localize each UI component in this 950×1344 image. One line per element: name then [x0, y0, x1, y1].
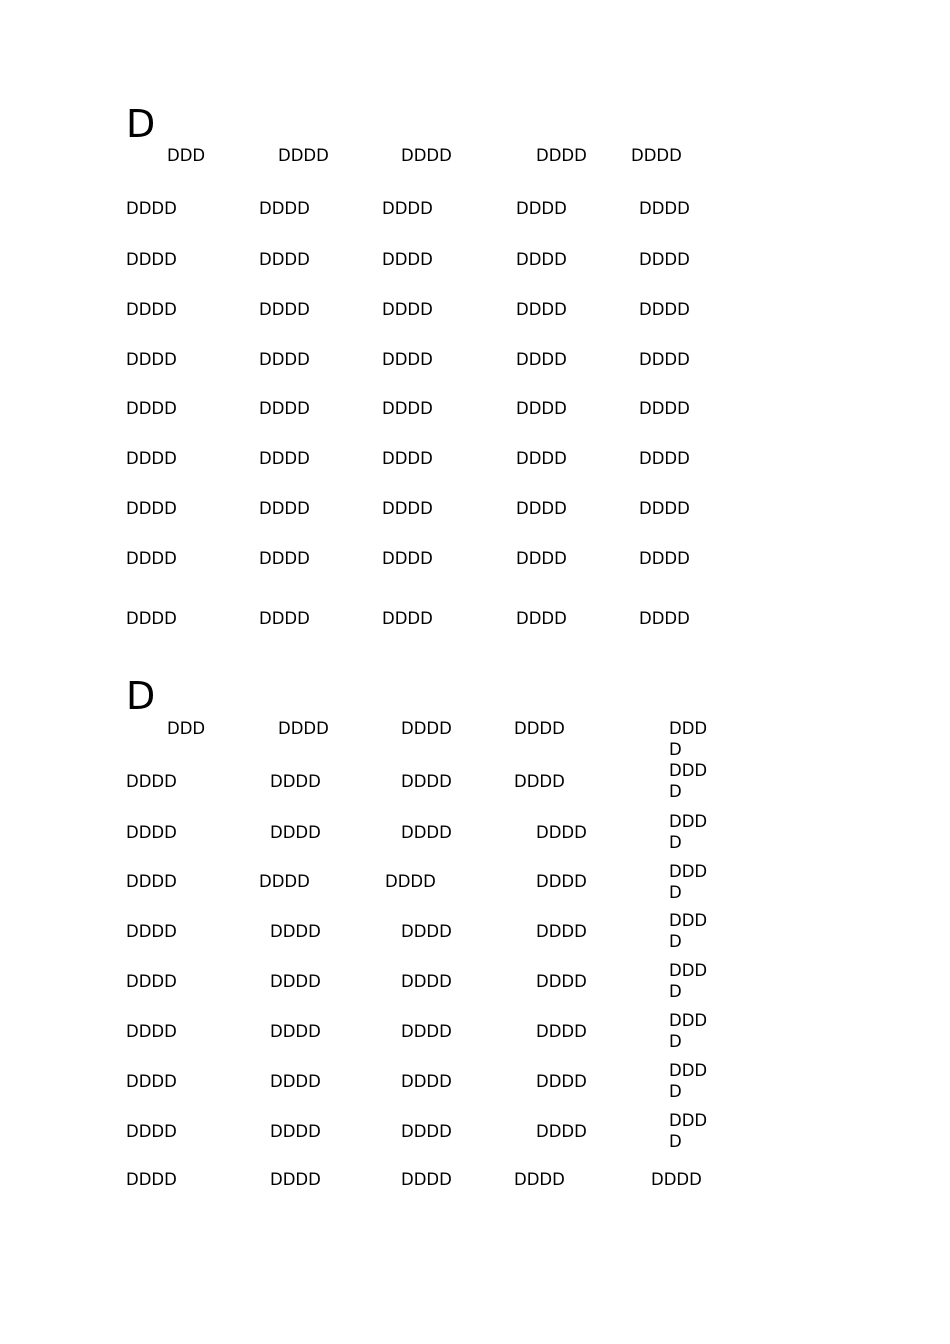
table-2-cell: DDDD — [126, 1022, 177, 1041]
table-2-cell: DDDD — [669, 812, 708, 852]
section-1-heading: D — [126, 102, 156, 146]
table-1-cell: DDDD — [516, 549, 567, 568]
table-1-cell: DDDD — [382, 499, 433, 518]
table-2-cell: DDDD — [669, 862, 708, 902]
table-2-cell: DDDD — [278, 719, 329, 738]
table-2-cell: DDD — [167, 719, 206, 738]
table-1-cell: DDDD — [259, 449, 310, 468]
table-2-cell: DDDD — [401, 1170, 452, 1189]
table-1-cell: DDDD — [259, 549, 310, 568]
table-1-cell: DDDD — [639, 199, 690, 218]
table-2-cell: DDDD — [514, 1170, 565, 1189]
table-2-cell: DDDD — [126, 872, 177, 891]
table-1-cell: DDDD — [639, 250, 690, 269]
table-1-cell: DDDD — [516, 499, 567, 518]
table-2-cell: DDDD — [669, 719, 708, 759]
table-1-cell: DDDD — [382, 399, 433, 418]
table-2-cell: DDDD — [259, 872, 310, 891]
table-2-cell: DDDD — [401, 823, 452, 842]
table-1-cell: DDDD — [516, 609, 567, 628]
table-2-cell: DDDD — [270, 1170, 321, 1189]
table-1-cell: DDDD — [126, 499, 177, 518]
table-2-cell: DDDD — [270, 772, 321, 791]
table-2-cell: DDDD — [270, 1122, 321, 1141]
table-2-cell: DDDD — [669, 961, 708, 1001]
table-1-cell: DDDD — [126, 199, 177, 218]
table-1-cell: DDDD — [259, 399, 310, 418]
table-1-cell: DDDD — [639, 609, 690, 628]
table-1-cell: DDDD — [639, 399, 690, 418]
table-2-cell: DDDD — [536, 872, 587, 891]
table-2-cell: DDDD — [669, 1011, 708, 1051]
table-1-cell: DDDD — [516, 350, 567, 369]
table-2-cell: DDDD — [536, 1122, 587, 1141]
table-2-cell: DDDD — [536, 823, 587, 842]
table-2-cell: DDDD — [270, 823, 321, 842]
table-1-cell: DDDD — [126, 449, 177, 468]
table-1-cell: DDDD — [259, 499, 310, 518]
table-1-cell: DDDD — [516, 250, 567, 269]
table-2-cell: DDDD — [536, 1072, 587, 1091]
table-2-cell: DDDD — [401, 772, 452, 791]
table-1-cell: DDDD — [278, 146, 329, 165]
table-1-cell: DDDD — [639, 350, 690, 369]
table-2-cell: DDDD — [126, 1170, 177, 1189]
table-1-cell: DDDD — [382, 250, 433, 269]
table-1-cell: DDDD — [126, 609, 177, 628]
table-2-cell: DDDD — [401, 972, 452, 991]
table-1-cell: DDDD — [126, 350, 177, 369]
table-1-cell: DDDD — [516, 449, 567, 468]
table-1-cell: DDDD — [382, 300, 433, 319]
table-1-cell: DDDD — [516, 199, 567, 218]
table-2-cell: DDDD — [401, 922, 452, 941]
table-2-cell: DDDD — [401, 1072, 452, 1091]
table-1-cell: DDDD — [639, 549, 690, 568]
table-2-cell: DDDD — [270, 922, 321, 941]
table-1-cell: DDDD — [259, 300, 310, 319]
table-1-cell: DDDD — [382, 350, 433, 369]
table-1-cell: DDDD — [536, 146, 587, 165]
table-1-cell: DDDD — [259, 609, 310, 628]
table-2-cell: DDDD — [270, 972, 321, 991]
table-1-cell: DDD — [167, 146, 206, 165]
table-2-cell: DDDD — [514, 772, 565, 791]
table-2-cell: DDDD — [385, 872, 436, 891]
table-1-cell: DDDD — [639, 449, 690, 468]
table-2-cell: DDDD — [126, 772, 177, 791]
table-1-cell: DDDD — [382, 449, 433, 468]
table-2-cell: DDDD — [126, 1122, 177, 1141]
table-1-cell: DDDD — [126, 300, 177, 319]
table-1-cell: DDDD — [126, 250, 177, 269]
table-2-cell: DDDD — [536, 1022, 587, 1041]
table-1-cell: DDDD — [639, 499, 690, 518]
table-2-cell: DDDD — [536, 922, 587, 941]
table-2-cell: DDDD — [401, 719, 452, 738]
table-1-cell: DDDD — [516, 300, 567, 319]
table-1-cell: DDDD — [259, 250, 310, 269]
section-2-heading: D — [126, 674, 156, 718]
table-2-cell: DDDD — [270, 1022, 321, 1041]
table-1-cell: DDDD — [126, 549, 177, 568]
table-2-cell: DDDD — [401, 1022, 452, 1041]
table-1-cell: DDDD — [639, 300, 690, 319]
table-2-cell: DDDD — [514, 719, 565, 738]
table-1-cell: DDDD — [382, 549, 433, 568]
table-2-cell: DDDD — [126, 922, 177, 941]
table-1-cell: DDDD — [382, 199, 433, 218]
table-1-cell: DDDD — [126, 399, 177, 418]
table-2-cell: DDDD — [126, 972, 177, 991]
table-1-cell: DDDD — [259, 199, 310, 218]
table-1-cell: DDDD — [631, 146, 682, 165]
table-2-cell: DDDD — [669, 761, 708, 801]
table-2-cell: DDDD — [669, 1061, 708, 1101]
table-1-cell: DDDD — [382, 609, 433, 628]
table-2-cell: DDDD — [536, 972, 587, 991]
table-2-cell: DDDD — [669, 911, 708, 951]
table-2-cell: DDDD — [669, 1111, 708, 1151]
table-1-cell: DDDD — [516, 399, 567, 418]
table-2-cell: DDDD — [401, 1122, 452, 1141]
table-2-cell: DDDD — [126, 1072, 177, 1091]
table-1-cell: DDDD — [259, 350, 310, 369]
table-2-cell: DDDD — [651, 1170, 702, 1189]
table-1-cell: DDDD — [401, 146, 452, 165]
table-2-cell: DDDD — [126, 823, 177, 842]
table-2-cell: DDDD — [270, 1072, 321, 1091]
